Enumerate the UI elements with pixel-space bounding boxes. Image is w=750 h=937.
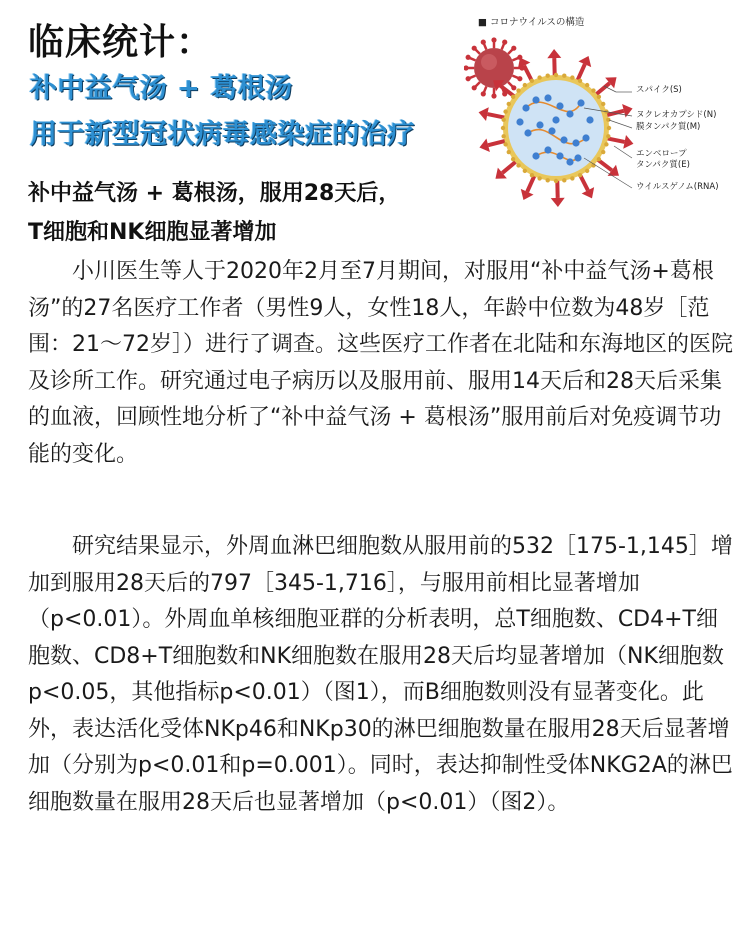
- small-virus-icon: [464, 37, 525, 98]
- label-spike: スパイク(S): [636, 85, 682, 95]
- subtitle-line-2: 用于新型冠状病毒感染症的治疗: [30, 119, 415, 150]
- page-title: 临床统计：: [28, 22, 214, 63]
- label-genome: ウイルスゲノム(RNA): [636, 182, 719, 192]
- paragraph-2: 研究结果显示，外周血淋巴细胞数从服用前的532［175-1,145］增加到服用28天后的797［345-1,716］，与服用前相比显著增加（p<0.01）。外周血单核细胞亚群的分析表明，总T细胞数、CD4+T细胞数、CD8+T细胞数和NK细胞数在服用28天后均显著增加（NK细胞数p<0.05，其他指标p<0.01）（图1），而B细胞数则没有显著变化。此外，表达活化受体NKp46和NKp30的淋巴细胞数量在服用28天后显著增加（分别为p<0.01和p=0.001）。同时，表达抑制性受体NKG2A的淋巴细胞数量在服用28天后也显著增加（p<0.01）（图2）。: [28, 534, 733, 815]
- label-envelope-1: エンベロープ: [636, 149, 687, 159]
- article-heading-line-2: T细胞和NK细胞显著增加: [28, 220, 277, 245]
- paragraph-1: 小川医生等人于2020年2月至7月期间，对服用“补中益气汤+葛根汤”的27名医疗工作者（男性9人，女性18人，年龄中位数为48岁［范围：21～72岁］）进行了调查。这些医疗工作者在北陆和东海地区的医院及诊所工作。研究通过电子病历以及服用前、服用14天后和28天后采集的血液，回顾性地分析了“补中益气汤 + 葛根汤”服用前后对免疫调节功能的变化。: [28, 259, 733, 467]
- subtitle-line-1: 补中益气汤 + 葛根汤: [30, 73, 293, 104]
- virus-illustration: [464, 8, 750, 208]
- label-envelope-2: タンパク質(E): [636, 160, 690, 170]
- article-heading-line-1: 补中益气汤 + 葛根汤，服用28天后，: [28, 181, 401, 206]
- figure-title: ■ コロナウイルスの構造: [478, 17, 585, 28]
- label-membrane: 膜タンパク質(M): [636, 122, 701, 132]
- coronavirus-structure-figure: [464, 8, 750, 208]
- label-nucleocapsid: ヌクレオカプシド(N): [636, 110, 717, 120]
